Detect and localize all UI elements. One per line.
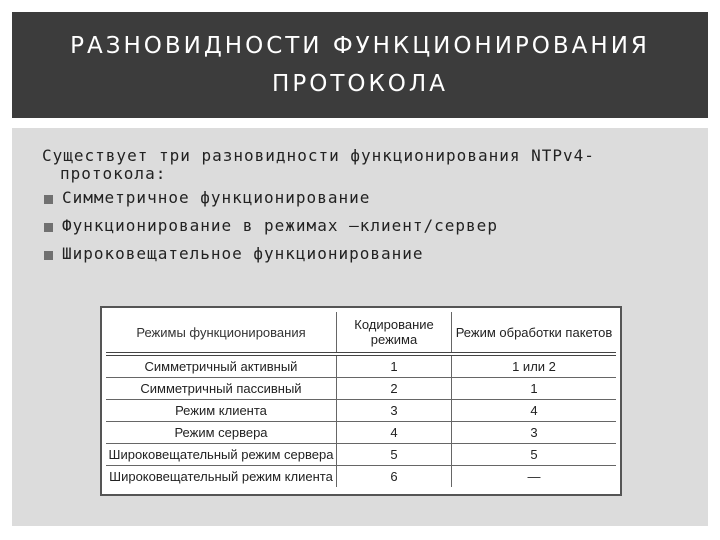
bullet-item-symmetric xyxy=(42,184,682,212)
table-cell-code: 3 xyxy=(337,400,452,422)
bullet-text: Функционирование в режимах —клиент/сервер xyxy=(62,216,498,235)
table-cell-code: 4 xyxy=(337,422,452,444)
table-row xyxy=(106,400,616,422)
table-row xyxy=(106,466,616,488)
bullet-item-broadcast xyxy=(42,240,682,268)
column-header-mode-code: Кодирование режима xyxy=(337,312,452,354)
table-cell-mode: Широковещательный режим клиента xyxy=(106,466,337,488)
table-cell-packet: 1 xyxy=(452,378,617,400)
table-cell-mode: Широковещательный режим сервера xyxy=(106,444,337,466)
bullet-square-icon xyxy=(44,195,53,204)
intro-line-1: Существует три разновидности функционирования NTPv4- xyxy=(42,146,595,165)
table-cell-packet: — xyxy=(452,466,617,488)
table-row xyxy=(106,354,616,378)
slide-title-line-2: ПРОТОКОЛА xyxy=(272,71,448,97)
modes-table-frame xyxy=(100,306,622,496)
table-cell-code: 6 xyxy=(337,466,452,488)
bullet-square-icon xyxy=(44,251,53,260)
intro-line-2: протокола: xyxy=(60,164,167,183)
table-cell-packet: 3 xyxy=(452,422,617,444)
table-cell-mode: Симметричный пассивный xyxy=(106,378,337,400)
table-cell-packet: 5 xyxy=(452,444,617,466)
table-row xyxy=(106,444,616,466)
table-cell-packet: 1 или 2 xyxy=(452,354,617,378)
bullet-item-client-server xyxy=(42,212,682,240)
slide-title-bar xyxy=(12,12,708,118)
table-cell-packet: 4 xyxy=(452,400,617,422)
table-header-row xyxy=(106,312,616,354)
table-cell-code: 1 xyxy=(337,354,452,378)
table-row xyxy=(106,378,616,400)
bullet-square-icon xyxy=(44,223,53,232)
table-cell-mode: Режим сервера xyxy=(106,422,337,444)
intro-text xyxy=(42,142,682,184)
modes-table xyxy=(106,312,616,487)
bullet-list xyxy=(42,142,682,268)
slide-title-line-1: РАЗНОВИДНОСТИ ФУНКЦИОНИРОВАНИЯ xyxy=(70,33,650,59)
column-header-packet-mode: Режим обработки пакетов xyxy=(452,312,617,354)
table-cell-code: 2 xyxy=(337,378,452,400)
table-cell-code: 5 xyxy=(337,444,452,466)
table-cell-mode: Симметричный активный xyxy=(106,354,337,378)
bullet-text: Симметричное функционирование xyxy=(62,188,371,207)
table-cell-mode: Режим клиента xyxy=(106,400,337,422)
bullet-text: Широковещательное функционирование xyxy=(62,244,424,263)
table-row xyxy=(106,422,616,444)
slide-content xyxy=(12,128,708,526)
column-header-modes: Режимы функционирования xyxy=(106,312,337,354)
